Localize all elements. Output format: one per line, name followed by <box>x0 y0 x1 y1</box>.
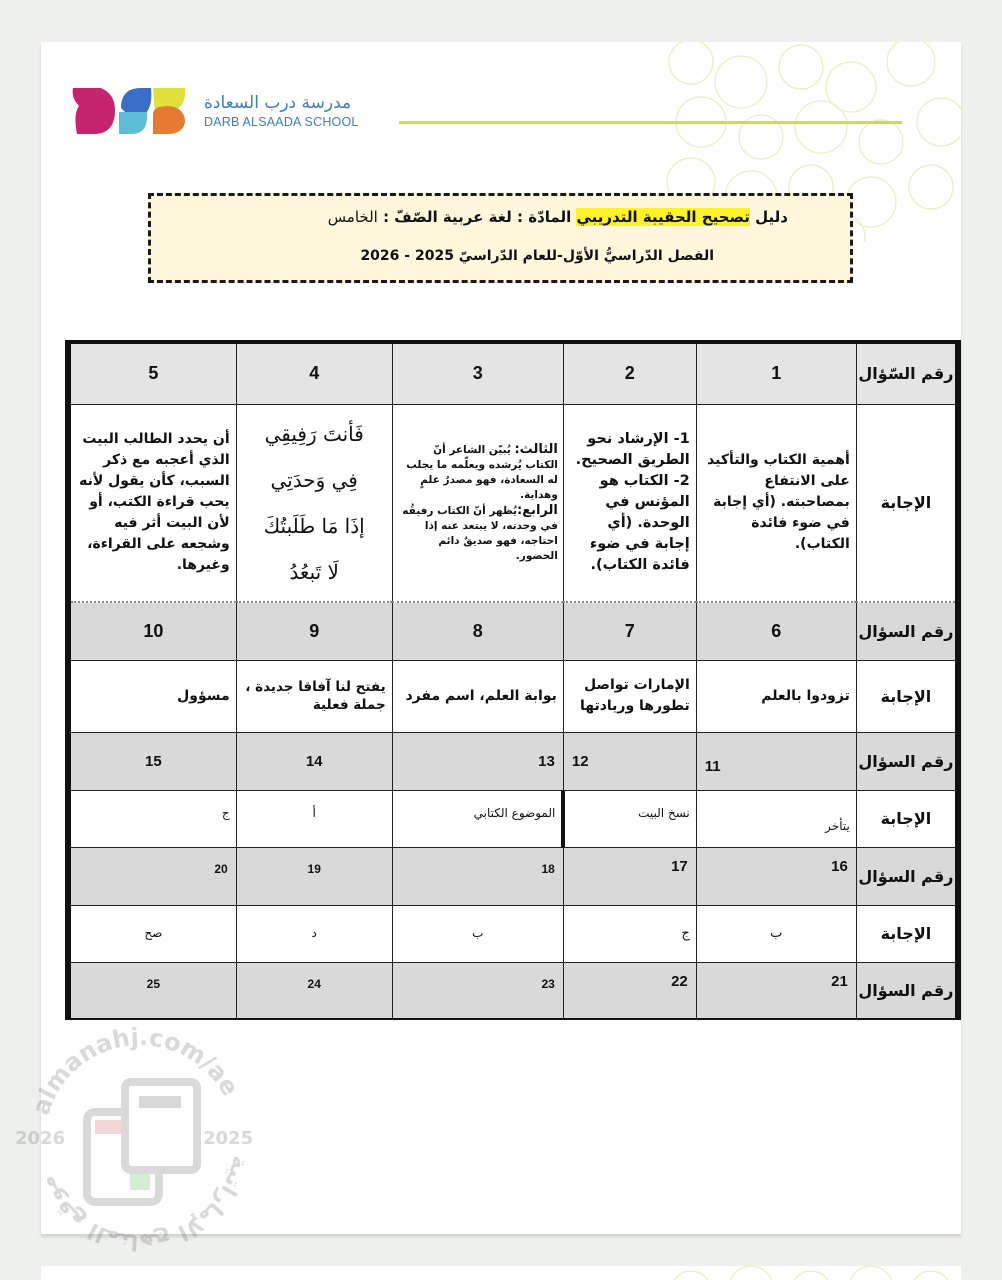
school-name-english: DARB ALSAADA SCHOOL <box>204 115 359 129</box>
question-number: 1 <box>696 342 856 404</box>
question-number: 9 <box>236 602 392 660</box>
answer-cell: صح <box>68 905 236 962</box>
question-label: رقم السؤال <box>856 732 958 790</box>
question-number: 25 <box>68 962 236 1019</box>
answer-part-text: يُظهر أنّ الكتاب رفيقُه في وحدته، لا يبتعد عنه إذا احتاجه، فهو صديقٌ دائم الحضور. <box>402 504 558 562</box>
question-number: 7 <box>563 602 696 660</box>
question-row <box>68 732 958 790</box>
question-number: 20 <box>68 847 236 905</box>
document-title <box>328 208 788 226</box>
question-number: 18 <box>392 847 563 905</box>
question-number: 23 <box>392 962 563 1019</box>
answer-cell: تزودوا بالعلم <box>696 660 856 732</box>
decorative-pattern <box>661 1266 961 1280</box>
answer-cell: الإمارات تواصل تطورها وريادتها <box>563 660 696 732</box>
watermark-site-text: almanahj.com/ae <box>26 1022 245 1119</box>
answer-cell: يتأخر <box>696 790 856 847</box>
question-number: 11 <box>696 732 856 790</box>
watermark-year-right: 2025 <box>203 1128 254 1149</box>
answer-cell: أ <box>236 790 392 847</box>
title-highlight: تصحيح الحقيبة التدريبي <box>576 208 750 226</box>
question-label: رقم السؤال <box>856 962 958 1019</box>
watermark-arabic-text: موقع المناهج الإماراتية <box>34 1153 253 1255</box>
answer-cell: ب <box>696 905 856 962</box>
header-divider <box>399 121 902 124</box>
answer-cell: أهمية الكتاب والتأكيد على الانتفاع بمصاحبته. (أي إجابة في ضوء فائدة الكتاب). <box>696 404 856 602</box>
question-row <box>68 962 958 1019</box>
poem-line: فَأنتَ رَفِيقِي <box>264 421 364 446</box>
question-row <box>68 602 958 660</box>
poem-line: لَا تَبعُدُ <box>289 559 339 584</box>
question-number: 21 <box>696 962 856 1019</box>
poem-line: إذَا مَا طَلَبتُكَ <box>263 513 365 538</box>
question-row <box>68 847 958 905</box>
answer-part-label: الرابع: <box>517 502 558 518</box>
answer-row <box>68 905 958 962</box>
title-box <box>148 193 853 283</box>
title-prefix: دليل <box>749 208 788 226</box>
question-number: 16 <box>696 847 856 905</box>
answer-part-label: الثالث: <box>514 441 558 457</box>
answer-part-text: يُبيّن الشاعر أنّ الكتاب يُرشده ويعلّمه ما يجلب له السعادة، فهو مصدرُ علمٍ وهداية. <box>406 443 558 501</box>
question-label: رقم السؤال <box>856 602 958 660</box>
answer-label: الإجابة <box>856 905 958 962</box>
answer-row <box>68 660 958 732</box>
next-page-edge <box>41 1266 961 1280</box>
answer-label: الإجابة <box>856 790 958 847</box>
answer-key-table <box>65 340 961 1020</box>
question-number: 2 <box>563 342 696 404</box>
term-line: الفصل الدّراسيُّ الأوّل-للعام الدّراسيّ 2025 - 2026 <box>360 248 714 264</box>
title-subject: المادّة : لغة عربية الصّفّ : <box>377 208 577 226</box>
question-number: 8 <box>392 602 563 660</box>
answer-cell: بوابة العلم، اسم مفرد <box>392 660 563 732</box>
logo-petal-blue <box>121 88 151 114</box>
answer-cell: 1- الإرشاد نحو الطريق الصحيح. 2- الكتاب هو المؤنس في الوحدة. (أي إجابة في ضوء فائدة الكتاب). <box>563 404 696 602</box>
answer-cell <box>392 404 563 602</box>
question-number: 12 <box>563 732 696 790</box>
logo-petal-cyan <box>119 112 147 134</box>
question-label: رقم السؤال <box>856 847 958 905</box>
question-number: 6 <box>696 602 856 660</box>
answer-cell: ج <box>563 905 696 962</box>
answer-row <box>68 404 958 602</box>
answer-cell: يفتح لنا آفاقا جديدة ، جملة فعلية <box>236 660 392 732</box>
school-name <box>204 92 364 130</box>
answer-cell: مسؤول <box>68 660 236 732</box>
answer-cell: أن يحدد الطالب البيت الذي أعجبه مع ذكر السبب، كأن يقول لأنه يحب قراءة الكتب، أو لأن البيت أثر فيه وشجعه على القراءة، وغيرها. <box>68 404 236 602</box>
poem-line: فِي وَحدَتِي <box>270 467 358 492</box>
logo-petal-orange <box>153 106 185 134</box>
question-number: 4 <box>236 342 392 404</box>
answer-cell: الموضوع الكتابي <box>392 790 563 847</box>
question-number: 13 <box>392 732 563 790</box>
school-name-arabic: مدرسة درب السعادة <box>204 93 352 113</box>
question-number: 17 <box>563 847 696 905</box>
answer-cell: ب <box>392 905 563 962</box>
tablet-icon <box>87 1082 197 1202</box>
answer-label: الإجابة <box>856 404 958 602</box>
answer-cell-poem <box>236 404 392 602</box>
site-watermark <box>5 1020 275 1260</box>
question-number: 3 <box>392 342 563 404</box>
question-label: رقم السّؤال <box>856 342 958 404</box>
answer-cell: ج <box>68 790 236 847</box>
question-number: 24 <box>236 962 392 1019</box>
question-number: 22 <box>563 962 696 1019</box>
question-number: 14 <box>236 732 392 790</box>
answer-cell: نسخ البيت <box>563 790 696 847</box>
question-number: 5 <box>68 342 236 404</box>
question-number: 19 <box>236 847 392 905</box>
answer-label: الإجابة <box>856 660 958 732</box>
question-row <box>68 342 958 404</box>
logo-petal-magenta <box>73 88 115 134</box>
school-logo <box>71 84 191 136</box>
answer-row <box>68 790 958 847</box>
watermark-year-left: 2026 <box>15 1128 66 1149</box>
question-number: 10 <box>68 602 236 660</box>
question-number: 15 <box>68 732 236 790</box>
answer-cell: د <box>236 905 392 962</box>
title-grade: الخامس <box>327 208 378 226</box>
